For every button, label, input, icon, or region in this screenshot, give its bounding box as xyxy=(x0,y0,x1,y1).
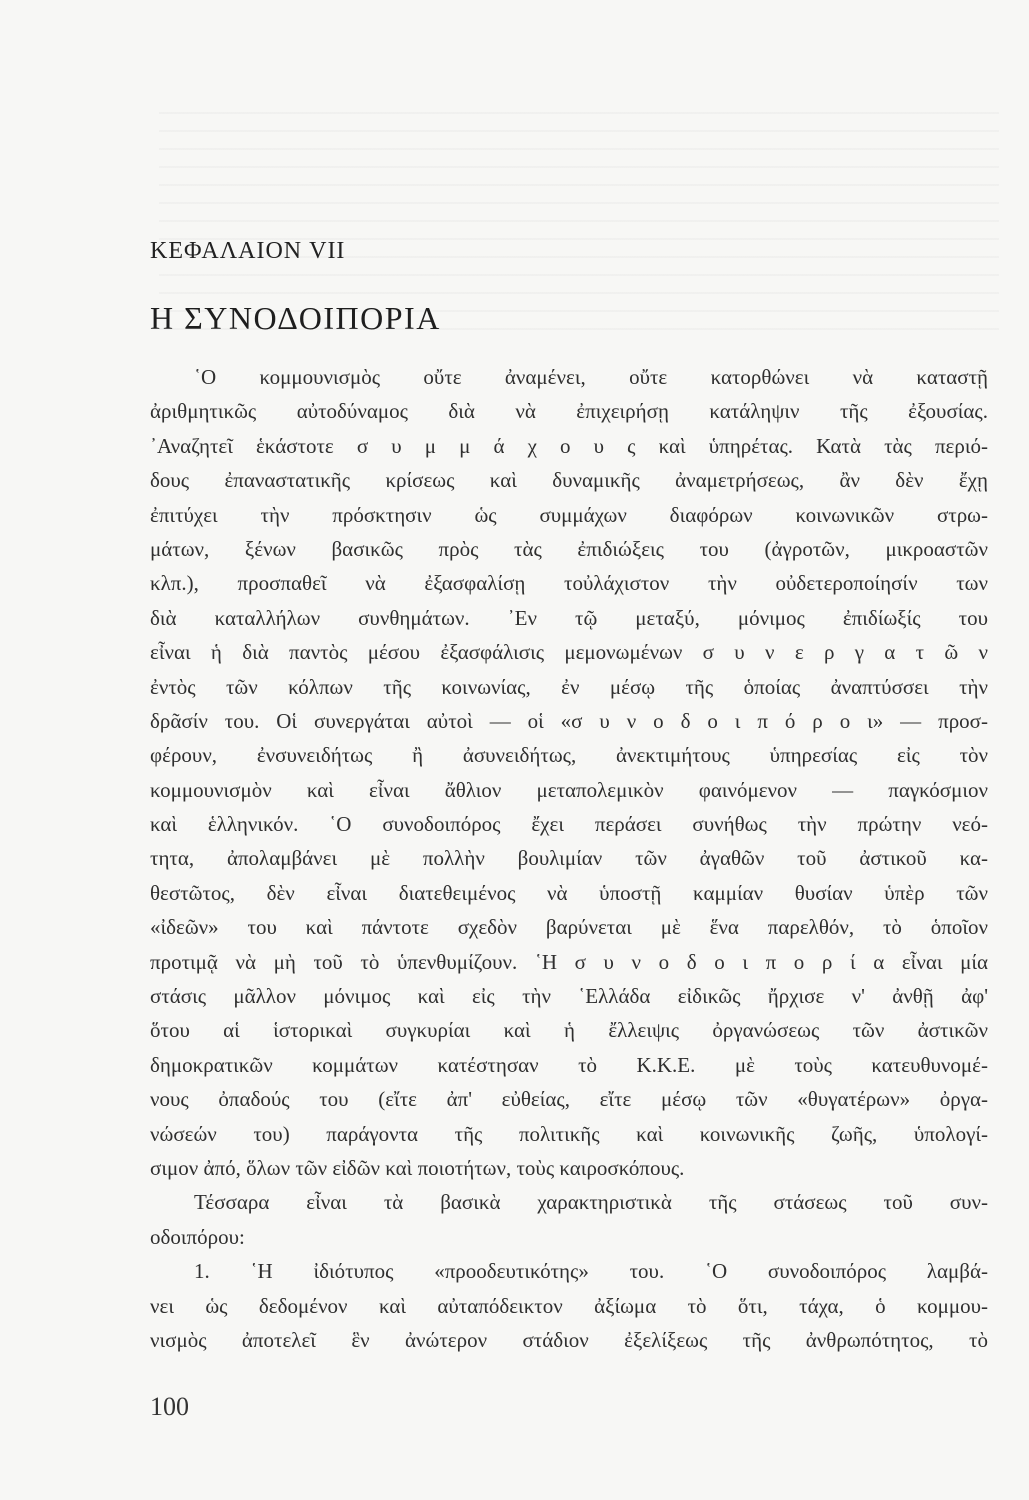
text-line: νώσεών του) παράγοντα τῆς πολιτικῆς καὶ κοινωνικῆς ζωῆς, ὑπολογί- xyxy=(150,1121,988,1146)
text-line: νισμὸς ἀποτελεῖ ἓν ἀνώτερον στάδιον ἐξελίξεως τῆς ἀνθρωπότητος, τὸ xyxy=(150,1327,988,1352)
text-line: μάτων, ξένων βασικῶς πρὸς τὰς ἐπιδιώξεις του (ἀγροτῶν, μικροαστῶν xyxy=(150,536,988,561)
text-line: ἐντὸς τῶν κόλπων τῆς κοινωνίας, ἐν μέσῳ τῆς ὁποίας ἀναπτύσσει τὴν xyxy=(150,674,988,699)
text-line: καὶ ἑλληνικόν. ῾Ο συνοδοιπόρος ἔχει περάσει συνήθως τὴν πρώτην νεό- xyxy=(150,812,988,837)
chapter-title: Η ΣΥΝΟΔΟΙΠΟΡΙΑ xyxy=(150,300,441,336)
text-line: κλπ.), προσπαθεῖ νὰ ἐξασφαλίσῃ τοὐλάχιστον τὴν οὐδετεροποίησίν των xyxy=(150,571,988,596)
text-line: ἀριθμητικῶς αὐτοδύναμος διὰ νὰ ἐπιχειρήσῃ κατάληψιν τῆς ἐξουσίας. xyxy=(150,399,988,424)
text-line: ᾿Αναζητεῖ ἑκάστοτε σ υ μ μ ά χ ο υ ς καὶ ὑπηρέτας. Κατὰ τὰς περιό- xyxy=(150,433,988,458)
text-line: δους ἐπαναστατικῆς κρίσεως καὶ δυναμικῆς ἀναμετρήσεως, ἂν δὲν ἔχῃ xyxy=(150,468,988,493)
text-line: ἐπιτύχει τὴν πρόσκτησιν ὡς συμμάχων διαφόρων κοινωνικῶν στρω- xyxy=(150,502,988,527)
text-line: 1. ῾Η ἰδιότυπος «προοδευτικότης» του. ῾Ο συνοδοιπόρος λαμβά- xyxy=(194,1259,988,1284)
text-line: φέρουν, ἐνσυνειδήτως ἢ ἀσυνειδήτως, ἀνεκτιμήτους ὑπηρεσίας εἰς τὸν xyxy=(150,743,988,768)
body-text xyxy=(150,360,988,1357)
page-number: 100 xyxy=(150,1392,189,1421)
text-line: στάσις μᾶλλον μόνιμος καὶ εἰς τὴν ῾Ελλάδα εἰδικῶς ἤρχισε ν' ἀνθῇ ἀφ' xyxy=(150,984,988,1009)
text-line: κομμουνισμὸν καὶ εἶναι ἄθλιον μεταπολεμικὸν φαινόμενον — παγκόσμιον xyxy=(150,777,988,802)
text-line: νους ὀπαδούς του (εἴτε ἀπ' εὐθείας, εἴτε μέσῳ τῶν «θυγατέρων» ὀργα- xyxy=(150,1087,988,1112)
text-line: νει ὡς δεδομένον καὶ αὐταπόδεικτον ἀξίωμα τὸ ὅτι, τάχα, ὁ κομμου- xyxy=(150,1293,988,1318)
text-line: ῾Ο κομμουνισμὸς οὔτε ἀναμένει, οὔτε κατορθώνει νὰ καταστῇ xyxy=(194,365,988,389)
text-line: θεστῶτος, δὲν εἶναι διατεθειμένος νὰ ὑποστῇ καμμίαν θυσίαν ὑπὲρ τῶν xyxy=(150,880,988,905)
bleed-through-texture xyxy=(159,100,999,330)
text-line: Τέσσαρα εἶναι τὰ βασικὰ χαρακτηριστικὰ τῆς στάσεως τοῦ συν- xyxy=(194,1190,988,1215)
chapter-label: ΚΕΦΑΛΑΙΟΝ VII xyxy=(150,238,346,264)
text-line: δρᾶσίν του. Οἱ συνεργάται αὐτοὶ — οἱ «σ υ ν ο δ ο ι π ό ρ ο ι» — προσ- xyxy=(150,708,988,733)
text-line: οδοιπόρου: xyxy=(150,1224,245,1249)
text-line: σιμον ἀπό, ὅλων τῶν εἰδῶν καὶ ποιοτήτων, τοὺς καιροσκόπους. xyxy=(150,1155,685,1180)
text-line: δημοκρατικῶν κομμάτων κατέστησαν τὸ Κ.Κ.Ε. μὲ τοὺς κατευθυνομέ- xyxy=(150,1052,988,1077)
text-line: διὰ καταλλήλων συνθημάτων. ᾿Εν τῷ μεταξύ, μόνιμος ἐπιδίωξίς του xyxy=(150,605,988,630)
text-line: εἶναι ἡ διὰ παντὸς μέσου ἐξασφάλισις μεμονωμένων σ υ ν ε ρ γ α τ ῶ ν xyxy=(150,640,988,665)
text-line: τητα, ἀπολαμβάνει μὲ πολλὴν βουλιμίαν τῶν ἀγαθῶν τοῦ ἀστικοῦ κα- xyxy=(150,846,988,871)
text-line: προτιμᾷ νὰ μὴ τοῦ τὸ ὑπενθυμίζουν. ῾Η σ υ ν ο δ ο ι π ο ρ ί α εἶναι μία xyxy=(150,949,988,974)
text-line: ὅτου αἱ ἱστορικαὶ συγκυρίαι καὶ ἡ ἔλλειψις ὀργανώσεως τῶν ἀστικῶν xyxy=(150,1018,988,1043)
text-line: «ἰδεῶν» του καὶ πάντοτε σχεδὸν βαρύνεται μὲ ἕνα παρελθόν, τὸ ὁποῖον xyxy=(150,915,988,940)
